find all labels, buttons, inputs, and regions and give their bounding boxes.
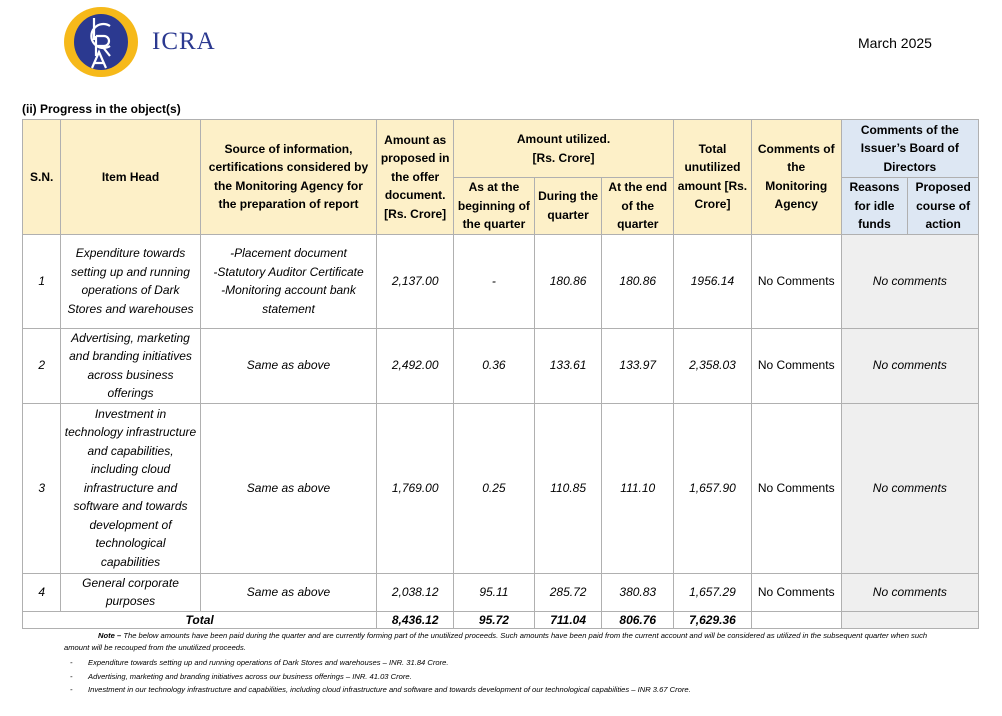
- note-bullets: [88, 656, 691, 697]
- row-beginning: -: [454, 234, 535, 328]
- total-beginning: 95.72: [454, 611, 535, 628]
- row-during: 180.86: [534, 234, 602, 328]
- total-end: 806.76: [602, 611, 674, 628]
- header-sn: S.N.: [23, 120, 61, 235]
- row-agency-comments: No Comments: [751, 403, 841, 573]
- row-item: Expenditure towards setting up and running operations of Dark Stores and warehouses: [61, 234, 200, 328]
- table-row: [23, 573, 979, 611]
- note-label: Note –: [98, 631, 122, 640]
- header-amount-utilized-line2: [Rs. Crore]: [532, 150, 595, 165]
- logo-text: ICRA: [152, 28, 216, 55]
- total-blank: [751, 611, 841, 628]
- total-label: Total: [23, 611, 377, 628]
- header-amount-utilized: [454, 120, 674, 178]
- header-item-head: Item Head: [61, 120, 200, 235]
- row-sn: 3: [23, 403, 61, 573]
- table-row: [23, 403, 979, 573]
- row-sn: 2: [23, 328, 61, 403]
- row-agency-comments: No Comments: [751, 328, 841, 403]
- icra-logo-icon: [64, 6, 142, 78]
- progress-table: [22, 119, 979, 629]
- row-unutilized: 1,657.29: [674, 573, 752, 611]
- row-end: 133.97: [602, 328, 674, 403]
- total-during: 711.04: [534, 611, 602, 628]
- row-sn: 1: [23, 234, 61, 328]
- note-bullet: - Advertising, marketing and branding initiatives across our business offerings – INR. 41.03 Crore.: [88, 670, 691, 684]
- total-proposed: 8,436.12: [377, 611, 454, 628]
- row-during: 133.61: [534, 328, 602, 403]
- section-title: (ii) Progress in the object(s): [22, 102, 181, 116]
- note-text: The below amounts have been paid during the quarter and are currently forming part of the unutilized proceeds. Such amounts have been paid from the current account and will be considered as utilized in the subsequent quarter when such amount will be recouped from the unutilized proceeds.: [64, 631, 928, 652]
- row-agency-comments: No Comments: [751, 234, 841, 328]
- note: [64, 630, 944, 654]
- row-end: 380.83: [602, 573, 674, 611]
- header-beginning: As at the beginning of the quarter: [454, 178, 535, 235]
- header-proposed-action: Proposed course of action: [908, 178, 979, 235]
- source-line: -Placement document: [230, 246, 347, 260]
- row-beginning: 0.36: [454, 328, 535, 403]
- row-proposed: 2,038.12: [377, 573, 454, 611]
- table-row: [23, 234, 979, 328]
- row-source: Same as above: [200, 403, 377, 573]
- row-beginning: 95.11: [454, 573, 535, 611]
- row-item: Advertising, marketing and branding initiatives across business offerings: [61, 328, 200, 403]
- row-end: 111.10: [602, 403, 674, 573]
- row-unutilized: 1,657.90: [674, 403, 752, 573]
- row-source: Same as above: [200, 328, 377, 403]
- row-end: 180.86: [602, 234, 674, 328]
- row-board-comments: No comments: [841, 403, 978, 573]
- row-proposed: 1,769.00: [377, 403, 454, 573]
- row-proposed: 2,492.00: [377, 328, 454, 403]
- row-source: Same as above: [200, 573, 377, 611]
- row-board-comments: No comments: [841, 234, 978, 328]
- row-source: [200, 234, 377, 328]
- header-total-unutilized: Total unutilized amount [Rs. Crore]: [674, 120, 752, 235]
- row-item: Investment in technology infrastructure and capabilities, including cloud infrastructure and software and towards development of technological capabilities: [61, 403, 200, 573]
- row-board-comments: No comments: [841, 573, 978, 611]
- row-beginning: 0.25: [454, 403, 535, 573]
- row-unutilized: 1956.14: [674, 234, 752, 328]
- header-end: At the end of the quarter: [602, 178, 674, 235]
- row-agency-comments: No Comments: [751, 573, 841, 611]
- row-sn: 4: [23, 573, 61, 611]
- source-line: -Statutory Auditor Certificate: [213, 264, 364, 279]
- source-line: -Monitoring account bank statement: [221, 283, 356, 316]
- report-date: March 2025: [858, 35, 932, 51]
- note-bullet: - Investment in our technology infrastructure and capabilities, including cloud infrastructure and software and towards development of our technological capabilities – INR 3.67 Crore.: [88, 683, 691, 697]
- header-agency-comments: Comments of the Monitoring Agency: [751, 120, 841, 235]
- total-unutilized: 7,629.36: [674, 611, 752, 628]
- total-row: [23, 611, 979, 628]
- row-proposed: 2,137.00: [377, 234, 454, 328]
- header-board-comments: Comments of the Issuer’s Board of Directors: [841, 120, 978, 178]
- row-during: 285.72: [534, 573, 602, 611]
- row-item: General corporate purposes: [61, 573, 200, 611]
- row-during: 110.85: [534, 403, 602, 573]
- header-source: Source of information, certifications considered by the Monitoring Agency for the preparation of report: [200, 120, 377, 235]
- table-row: [23, 328, 979, 403]
- note-bullet: - Expenditure towards setting up and running operations of Dark Stores and warehouses – INR. 31.84 Crore.: [88, 656, 691, 670]
- row-board-comments: No comments: [841, 328, 978, 403]
- header-amount-proposed: Amount as proposed in the offer document. [Rs. Crore]: [377, 120, 454, 235]
- total-blank-board: [841, 611, 978, 628]
- header-during: During the quarter: [534, 178, 602, 235]
- header-amount-utilized-line1: Amount utilized.: [516, 132, 611, 146]
- header-reasons: Reasons for idle funds: [841, 178, 908, 235]
- row-unutilized: 2,358.03: [674, 328, 752, 403]
